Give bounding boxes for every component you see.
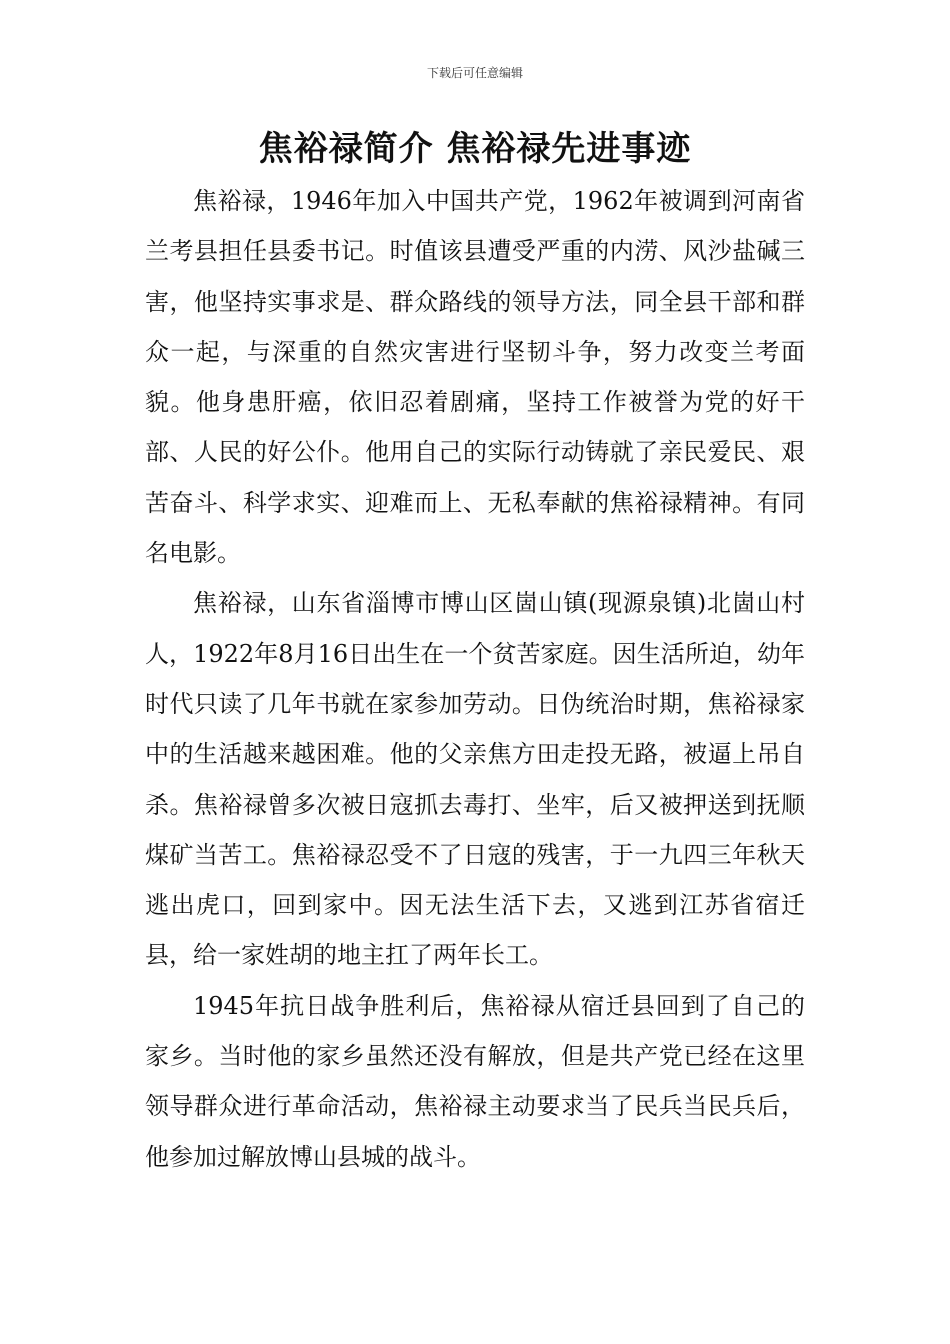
page-title: 焦裕禄简介 焦裕禄先进事迹 bbox=[258, 129, 692, 169]
paragraph-militia: 1945年抗日战争胜利后，焦裕禄从宿迁县回到了自己的家乡。当时他的家乡虽然还没有解放，但是共产党已经在这里领导群众进行革命活动，焦裕禄主动要求当了民兵当民兵后，他参加过解放博山县城的战斗。 bbox=[145, 991, 805, 1171]
document-body bbox=[145, 176, 805, 1182]
header-note: 下载后可任意编辑 bbox=[426, 66, 523, 80]
paragraph-intro: 焦裕禄，1946年加入中国共产党，1962年被调到河南省兰考县担任县委书记。时值该县遭受严重的内涝、风沙盐碱三害，他坚持实事求是、群众路线的领导方法，同全县干部和群众一起，与深重的自然灾害进行坚韧斗争，努力改变兰考面貌。他身患肝癌，依旧忍着剧痛，坚持工作被誉为党的好干部、人民的好公仆。他用自己的实际行动铸就了亲民爱民、艰苦奋斗、科学求实、迎难而上、无私奉献的焦裕禄精神。有同名电影。 bbox=[145, 187, 805, 568]
paragraph-early-life: 焦裕禄，山东省淄博市博山区崮山镇(现源泉镇)北崮山村人，1922年8月16日出生在一个贫苦家庭。因生活所迫，幼年时代只读了几年书就在家参加劳动。日伪统治时期，焦裕禄家中的生活越来越困难。他的父亲焦方田走投无路，被逼上吊自杀。焦裕禄曾多次被日寇抓去毒打、坐牢，后又被押送到抚顺煤矿当苦工。焦裕禄忍受不了日寇的残害，于一九四三年秋天逃出虎口，回到家中。因无法生活下去，又逃到江苏省宿迁县，给一家姓胡的地主扛了两年长工。 bbox=[145, 589, 805, 970]
